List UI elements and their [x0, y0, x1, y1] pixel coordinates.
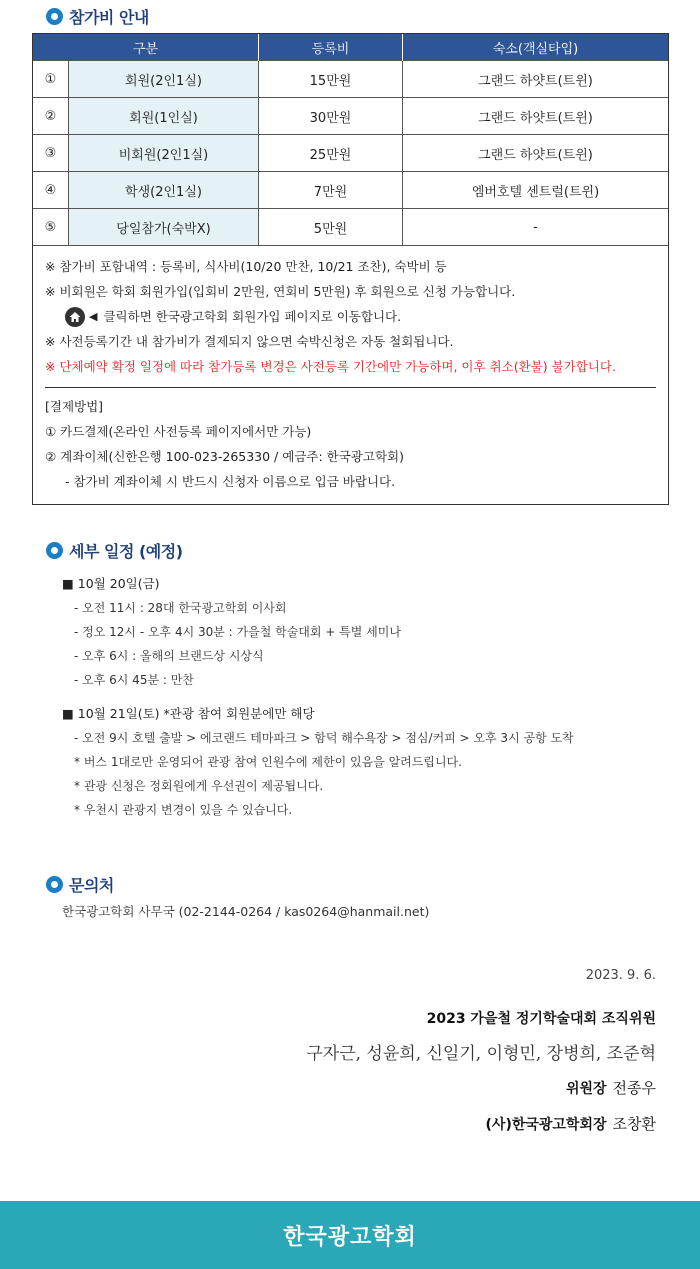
row-number: ① [33, 61, 69, 98]
bullet-icon [46, 876, 63, 893]
table-row [33, 61, 668, 98]
payment-card: ① 카드결제(온라인 사전등록 페이지에서만 가능) [45, 424, 312, 439]
signup-link-text: 클릭하면 한국광고학회 회원가입 페이지로 이동합니다. [103, 309, 402, 324]
row-lodging: 엠버호텔 센트럴(트윈) [403, 172, 669, 209]
list-item: * 관광 신청은 정회원에게 우선권이 제공됩니다. [74, 779, 324, 793]
row-fee: 7만원 [259, 172, 403, 209]
list-item: - 오전 9시 호텔 출발 > 에코랜드 테마파크 > 함덕 해수욕장 > 점심/커피 > 오후 3시 공항 도착 [74, 731, 574, 745]
row-lodging: 그랜드 하얏트(트윈) [403, 98, 669, 135]
list-item: * 버스 1대로만 운영되어 관광 참여 인원수에 제한이 있음을 알려드립니다. [74, 755, 462, 769]
payment-transfer: ② 계좌이체(신한은행 100-023-265330 / 예금주: 한국광고학회) [45, 449, 404, 464]
signup-link-line [45, 304, 656, 329]
chair-name: 전종우 [612, 1079, 656, 1097]
organizing-committee: 2023 가을철 정기학술대회 조직위원 [426, 1011, 656, 1027]
bullet-icon [46, 542, 63, 559]
row-fee: 25만원 [259, 135, 403, 172]
row-category: 비회원(2인1실) [69, 135, 259, 172]
table-row [33, 135, 668, 172]
row-fee: 5만원 [259, 209, 403, 246]
fee-table-header-row [33, 34, 668, 61]
table-row [33, 209, 668, 246]
fee-header-category: 구분 [33, 34, 259, 61]
bullet-icon [46, 8, 63, 25]
chair-line [566, 1077, 656, 1098]
fee-table [33, 34, 668, 245]
fee-header-fee: 등록비 [259, 34, 403, 61]
fee-box [32, 33, 669, 505]
list-item: * 우천시 관광지 변경이 있을 수 있습니다. [74, 803, 293, 817]
note-non-member: ※ 비회원은 학회 회원가입(입회비 2만원, 연회비 5만원) 후 회원으로 신청 가능합니다. [45, 284, 516, 299]
home-icon[interactable] [65, 307, 85, 327]
president-label: (사)한국광고학회장 [485, 1117, 607, 1133]
note-included: ※ 참가비 포함내역 : 등록비, 식사비(10/20 만찬, 10/21 조찬), 숙박비 등 [45, 259, 447, 274]
president-line [486, 1113, 656, 1134]
note-auto-cancel: ※ 사전등록기간 내 참가비가 결제되지 않으면 숙박신청은 자동 철회됩니다. [45, 334, 454, 349]
row-category: 회원(2인1실) [69, 61, 259, 98]
row-fee: 30만원 [259, 98, 403, 135]
note-warning: ※ 단체예약 확정 일정에 따라 참가등록 변경은 사전등록 기간에만 가능하며, 이후 취소(환불) 불가합니다. [45, 359, 616, 374]
table-row [33, 98, 668, 135]
row-category: 회원(1인실) [69, 98, 259, 135]
fee-header-lodging: 숙소(객실타입) [403, 34, 669, 61]
schedule-section-title: 세부 일정 (예정) [69, 542, 183, 561]
list-item: - 오후 6시 : 올해의 브랜드상 시상식 [74, 649, 264, 663]
list-item: - 정오 12시 - 오후 4시 30분 : 가을철 학술대회 + 특별 세미나 [74, 625, 401, 639]
contact-section-header [46, 873, 114, 896]
footer-logo-text: 한국광고학회 [283, 1224, 417, 1250]
table-row [33, 172, 668, 209]
schedule-list [62, 572, 574, 822]
row-category: 당일참가(숙박X) [69, 209, 259, 246]
row-number: ③ [33, 135, 69, 172]
divider [45, 387, 656, 388]
row-number: ④ [33, 172, 69, 209]
document-date: 2023. 9. 6. [585, 968, 656, 983]
row-lodging: - [403, 209, 669, 246]
fee-section-title: 참가비 안내 [69, 8, 149, 27]
schedule-section-header [46, 539, 183, 562]
contact-section-title: 문의처 [69, 876, 114, 895]
list-item: - 오후 6시 45분 : 만찬 [74, 673, 194, 687]
fee-section-header [46, 5, 149, 28]
footer-banner [0, 1201, 700, 1269]
list-item: - 오전 11시 : 28대 한국광고학회 이사회 [74, 601, 287, 615]
payment-note: - 참가비 계좌이체 시 반드시 신청자 이름으로 입금 바랍니다. [65, 474, 396, 489]
row-number: ② [33, 98, 69, 135]
payment-title: [결제방법] [45, 399, 104, 414]
schedule-day-2: ■ 10월 21일(토) *관광 참여 회원분에만 해당 [62, 702, 574, 726]
committee-members: 구자근, 성윤희, 신일기, 이형민, 장병희, 조준혁 [306, 1044, 656, 1064]
row-category: 학생(2인1실) [69, 172, 259, 209]
chair-label: 위원장 [565, 1081, 607, 1097]
left-arrow-icon: ◀ [89, 310, 98, 323]
schedule-day-1: ■ 10월 20일(금) [62, 572, 574, 596]
row-number: ⑤ [33, 209, 69, 246]
president-name: 조창환 [612, 1115, 656, 1133]
row-lodging: 그랜드 하얏트(트윈) [403, 135, 669, 172]
row-lodging: 그랜드 하얏트(트윈) [403, 61, 669, 98]
row-fee: 15만원 [259, 61, 403, 98]
contact-info: 한국광고학회 사무국 (02-2144-0264 / kas0264@hanmail.net) [62, 904, 430, 919]
fee-notes [33, 245, 668, 504]
